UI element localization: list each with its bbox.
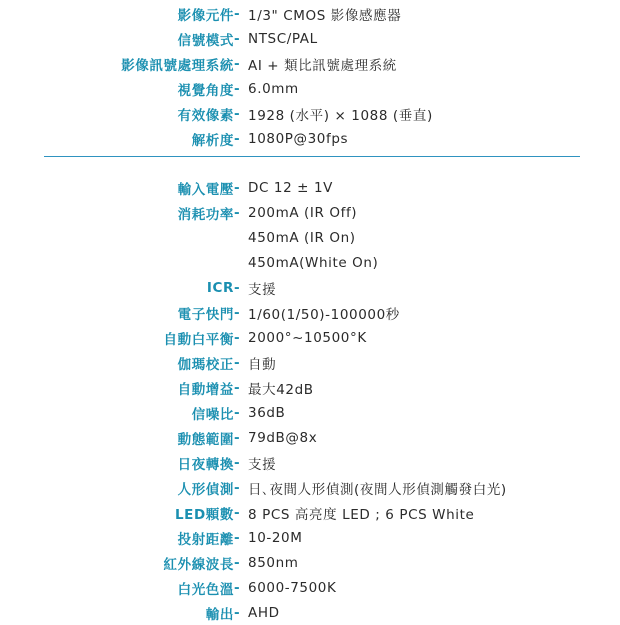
spec-value: 自動 xyxy=(248,357,277,373)
spec-value: 最大42dB xyxy=(248,382,314,398)
spec-row xyxy=(0,551,620,575)
spec-separator: - xyxy=(234,455,241,471)
spec-label: 有效像素 xyxy=(177,108,234,124)
spec-row xyxy=(0,426,620,450)
spec-label: 電子快門 xyxy=(177,307,234,323)
spec-value: AHD xyxy=(248,605,280,621)
spec-row xyxy=(0,326,620,350)
spec-label: 日夜轉換 xyxy=(177,457,234,473)
spec-separator: - xyxy=(234,6,241,22)
spec-row xyxy=(0,451,620,475)
spec-row xyxy=(0,376,620,400)
spec-label: 人形偵測 xyxy=(177,482,234,498)
spec-separator: - xyxy=(234,530,241,546)
spec-separator: - xyxy=(234,355,241,371)
spec-separator: - xyxy=(234,605,241,621)
spec-label: 自動白平衡 xyxy=(163,332,234,348)
spec-label: 消耗功率 xyxy=(177,207,234,223)
spec-label: ICR xyxy=(206,280,234,296)
spec-value: DC 12 ± 1V xyxy=(248,180,334,196)
spec-value: 1080P@30fps xyxy=(248,131,349,147)
spec-value: 1/3" CMOS 影像感應器 xyxy=(248,8,402,24)
spec-value: 10-20M xyxy=(248,530,303,546)
spec-label: LED顆數 xyxy=(174,507,234,523)
spec-label: 自動增益 xyxy=(177,382,234,398)
spec-row xyxy=(0,601,620,625)
spec-value: 450mA(White On) xyxy=(248,255,379,271)
spec-row xyxy=(0,401,620,425)
spec-value: NTSC/PAL xyxy=(248,31,318,47)
spec-label: 信號模式 xyxy=(177,33,234,49)
spec-value: 日､夜間人形偵測(夜間人形偵測觸發白光) xyxy=(248,482,507,498)
spec-label: 解析度 xyxy=(191,133,234,149)
spec-value: 79dB@8x xyxy=(248,430,318,446)
spec-row xyxy=(0,351,620,375)
spec-row xyxy=(0,52,620,76)
spec-separator: - xyxy=(234,305,241,321)
spec-separator: - xyxy=(234,505,241,521)
spec-row xyxy=(0,77,620,101)
spec-separator: - xyxy=(234,56,241,72)
spec-row xyxy=(0,526,620,550)
spec-separator: - xyxy=(234,205,241,221)
spec-row xyxy=(0,201,620,225)
spec-separator: - xyxy=(234,31,241,47)
spec-row xyxy=(0,576,620,600)
spec-separator: - xyxy=(234,555,241,571)
spec-label: 視覺角度 xyxy=(177,83,234,99)
spec-separator: - xyxy=(234,280,241,296)
spec-row xyxy=(0,251,620,275)
spec-label: 動態範圍 xyxy=(177,432,234,448)
spec-label: 影像元件 xyxy=(177,8,234,24)
spec-value: 1/60(1/50)-100000秒 xyxy=(248,307,400,323)
spec-label: 紅外線波長 xyxy=(163,557,234,573)
spec-separator: - xyxy=(234,430,241,446)
spec-value: AI + 類比訊號處理系統 xyxy=(248,58,397,74)
spec-label: 影像訊號處理系統 xyxy=(121,58,234,74)
spec-separator: - xyxy=(234,480,241,496)
spec-separator: - xyxy=(234,180,241,196)
spec-separator: - xyxy=(234,106,241,122)
spec-separator: - xyxy=(234,380,241,396)
spec-value: 36dB xyxy=(248,405,286,421)
spec-value: 8 PCS 高亮度 LED ; 6 PCS White xyxy=(248,507,475,523)
spec-separator: - xyxy=(234,405,241,421)
spec-row xyxy=(0,176,620,200)
spec-value: 支援 xyxy=(248,457,277,473)
spec-label: 伽瑪校正 xyxy=(177,357,234,373)
spec-row xyxy=(0,127,620,151)
spec-row xyxy=(0,2,620,26)
spec-value: 2000°~10500°K xyxy=(248,330,367,346)
spec-separator: - xyxy=(234,81,241,97)
spec-separator: - xyxy=(234,580,241,596)
spec-label: 白光色溫 xyxy=(177,582,234,598)
spec-value: 200mA (IR Off) xyxy=(248,205,358,221)
spec-row xyxy=(0,276,620,300)
spec-separator: - xyxy=(234,330,241,346)
section-divider xyxy=(44,156,580,157)
spec-separator: - xyxy=(234,131,241,147)
spec-row xyxy=(0,102,620,126)
spec-row xyxy=(0,27,620,51)
spec-label: 輸出 xyxy=(205,607,234,623)
spec-value: 1928 (水平) × 1088 (垂直) xyxy=(248,108,433,124)
spec-row xyxy=(0,301,620,325)
spec-value: 支援 xyxy=(248,282,277,298)
spec-label: 輸入電壓 xyxy=(177,182,234,198)
spec-value: 850nm xyxy=(248,555,299,571)
spec-row xyxy=(0,226,620,250)
spec-row xyxy=(0,501,620,525)
spec-row xyxy=(0,476,620,500)
spec-label: 信噪比 xyxy=(191,407,234,423)
spec-value: 6000-7500K xyxy=(248,580,337,596)
spec-label: 投射距離 xyxy=(177,532,234,548)
spec-value: 450mA (IR On) xyxy=(248,230,356,246)
spec-value: 6.0mm xyxy=(248,81,299,97)
